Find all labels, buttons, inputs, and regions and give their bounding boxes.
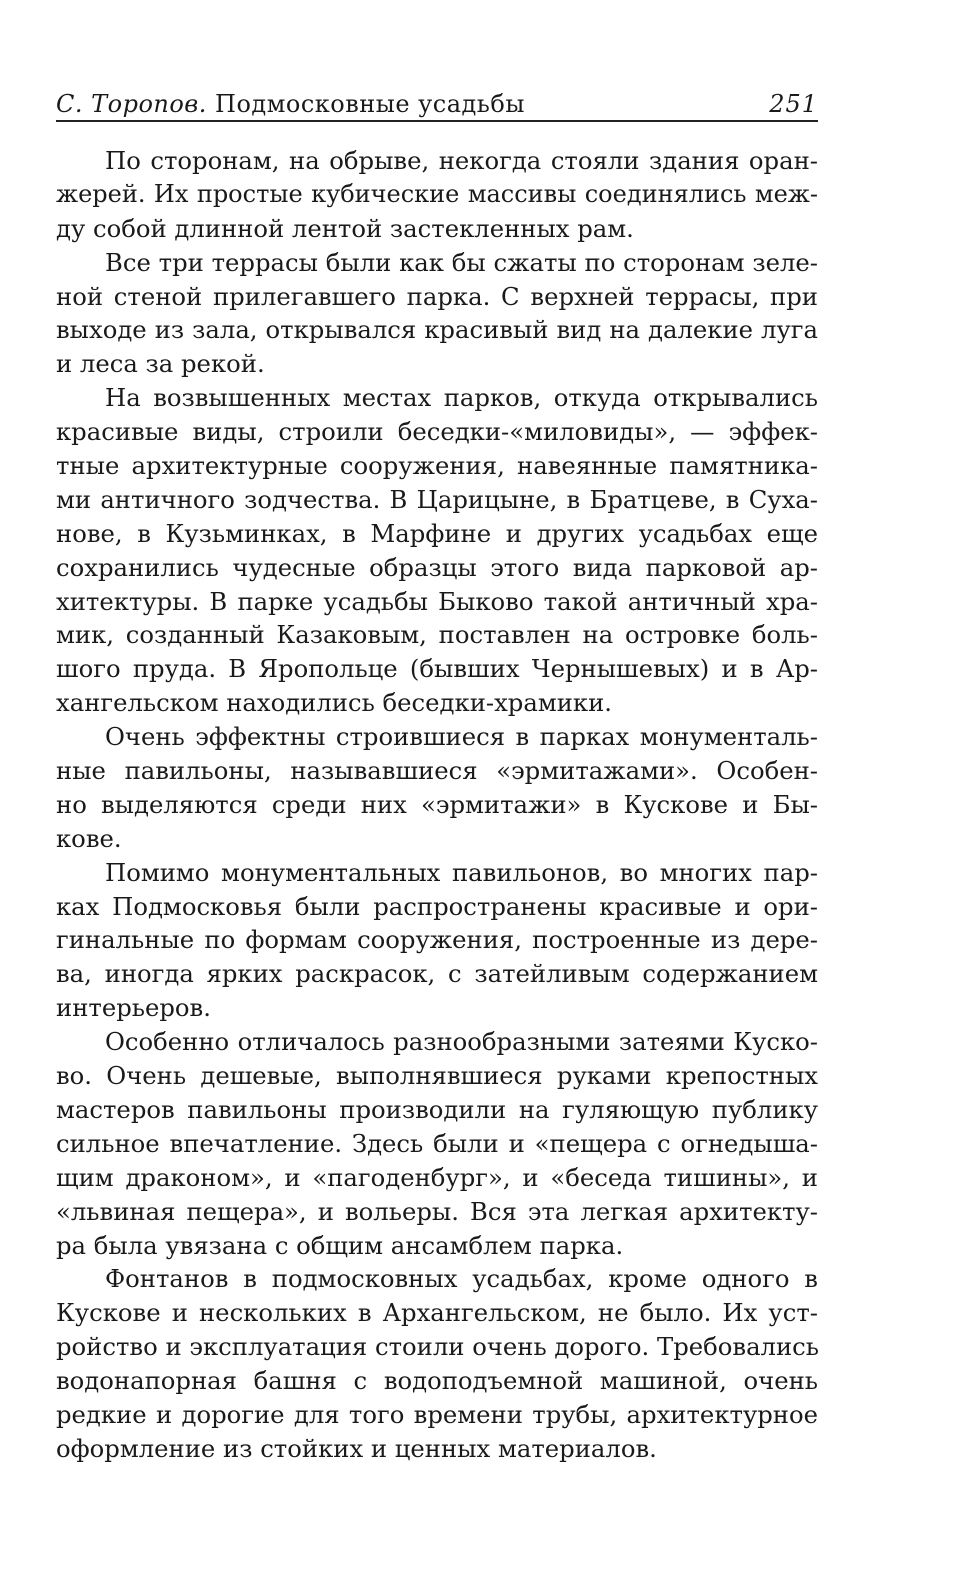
text-line: мик, созданный Казаковым, поставлен на островке боль- <box>56 620 818 650</box>
running-head <box>56 74 818 122</box>
text-line: Кускове и нескольких в Архангельском, не было. Их уст- <box>56 1298 818 1328</box>
text-line: кове. <box>56 823 122 853</box>
text-line: ной стеной прилегавшего парка. С верхней террасы, при <box>56 281 818 311</box>
paragraph <box>56 856 818 1025</box>
text-line: Помимо монументальных павильонов, во многих пар- <box>105 857 818 887</box>
text-line: ду собой длинной лентой застекленных рам. <box>56 213 634 243</box>
text-line: выходе из зала, открывался красивый вид на далекие луга <box>56 315 818 345</box>
page-number: 251 <box>769 90 818 118</box>
text-line: интерьеров. <box>56 993 211 1023</box>
text-line: редкие и дорогие для того времени трубы, архитектурное <box>56 1399 818 1429</box>
text-line: и леса за рекой. <box>56 349 265 379</box>
text-line: но выделяются среди них «эрмитажи» в Кускове и Бы- <box>56 789 818 819</box>
text-line: Фонтанов в подмосковных усадьбах, кроме одного в <box>105 1264 818 1294</box>
text-line: ках Подмосковья были распространены красивые и ори- <box>56 891 818 921</box>
paragraph <box>56 144 818 246</box>
text-line: По сторонам, на обрыве, некогда стояли здания оран- <box>105 146 818 175</box>
text-line: ра была увязана с общим ансамблем парка. <box>56 1230 624 1260</box>
text-line: оформление из стойких и ценных материалов. <box>56 1433 657 1463</box>
paragraph <box>56 246 818 382</box>
body-text <box>56 144 818 1466</box>
text-line: жерей. Их простые кубические массивы соединялись меж- <box>56 179 818 208</box>
text-line: мастеров павильоны производили на гуляющую публику <box>56 1094 818 1124</box>
text-line: На возвышенных местах парков, откуда открывались <box>105 383 818 413</box>
text-line: во. Очень дешевые, выполнявшиеся руками крепостных <box>56 1061 818 1091</box>
paragraph <box>56 1025 818 1262</box>
text-line: гинальные по формам сооружения, построенные из дере- <box>56 925 818 955</box>
text-line: «львиная пещера», и вольеры. Вся эта легкая архитекту- <box>56 1196 818 1226</box>
text-line: тные архитектурные сооружения, навеянные памятника- <box>56 451 818 481</box>
book-page <box>56 74 818 1466</box>
text-line: хангельском находились беседки-храмики. <box>56 688 613 718</box>
text-line: ва, иногда ярких раскрасок, с затейливым содержанием <box>56 959 818 989</box>
text-line: нове, в Кузьминках, в Марфине и других усадьбах еще <box>56 518 818 548</box>
running-head-title <box>56 90 525 118</box>
text-line: Все три террасы были как бы сжаты по сторонам зеле- <box>105 247 818 277</box>
author-name: С. Торопов. <box>56 90 207 118</box>
text-line: водонапорная башня с водоподъемной машиной, очень <box>56 1366 818 1396</box>
text-line: Очень эффектны строившиеся в парках монументаль- <box>105 722 818 752</box>
text-line: сохранились чудесные образцы этого вида парковой ар- <box>56 552 818 582</box>
paragraph <box>56 1262 818 1465</box>
book-title: Подмосковные усадьбы <box>215 90 525 118</box>
paragraph <box>56 720 818 856</box>
paragraph <box>56 381 818 720</box>
text-line: щим драконом», и «пагоденбург», и «беседа тишины», и <box>56 1162 818 1192</box>
text-line: шого пруда. В Яропольце (бывших Чернышевых) и в Ар- <box>56 654 818 684</box>
text-line: сильное впечатление. Здесь были и «пещера с огнедыша- <box>56 1128 818 1158</box>
text-line: Особенно отличалось разнообразными затеями Куско- <box>105 1027 818 1057</box>
text-line: красивые виды, строили беседки-«миловиды», — эффек- <box>56 417 818 447</box>
text-line: хитектуры. В парке усадьбы Быково такой античный хра- <box>56 586 818 616</box>
text-line: ройство и эксплуатация стоили очень дорого. Требовались <box>56 1332 820 1362</box>
text-line: ми античного зодчества. В Царицыне, в Братцеве, в Суха- <box>56 484 818 514</box>
text-line: ные павильоны, называвшиеся «эрмитажами». Особен- <box>56 756 818 786</box>
